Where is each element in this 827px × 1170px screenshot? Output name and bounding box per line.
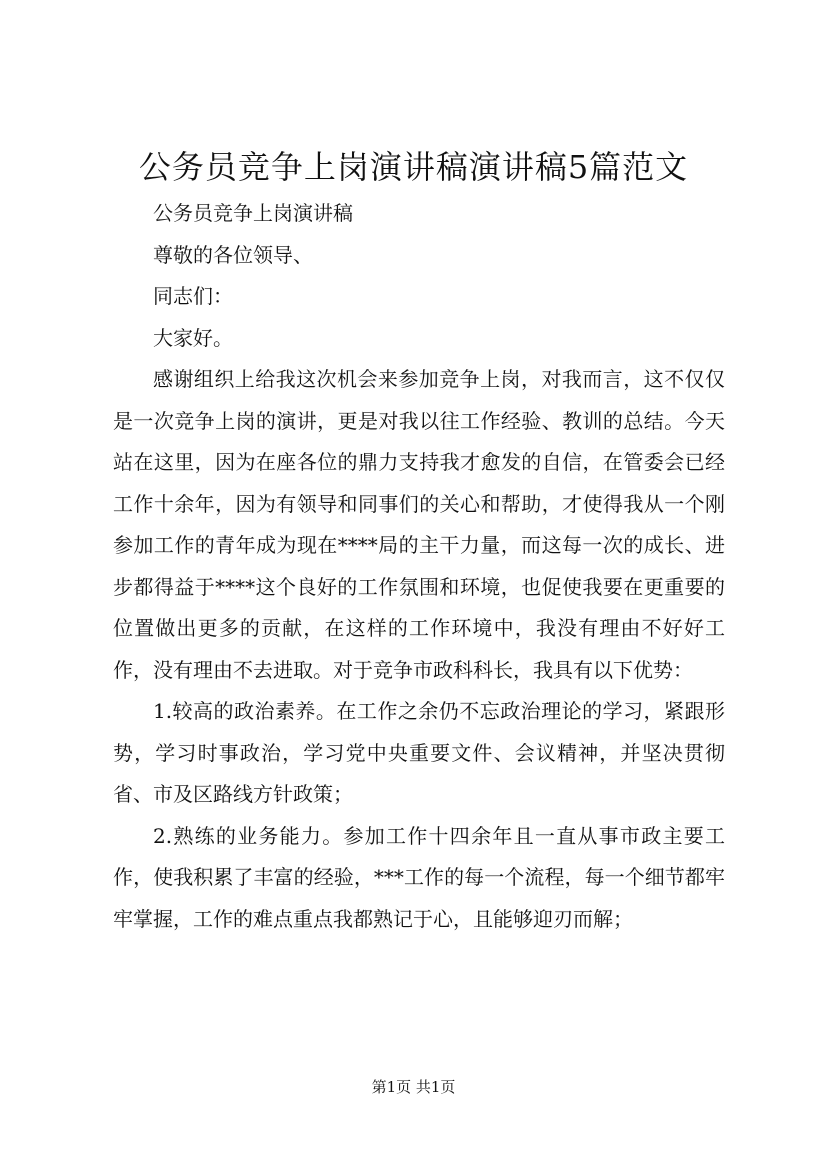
paragraph-salutation: 尊敬的各位领导、 (153, 242, 313, 267)
paragraph-introduction: 感谢组织上给我这次机会来参加竞争上岗，对我而言，这不仅仅是一次竞争上岗的演讲，更是对我以往工作经验、教训的总结。今天站在这里，因为在座各位的鼎力支持我才愈发的自信，在管委会已经工作十余年，因为有领导和同事们的关心和帮助，才使得我从一个刚参加工作的青年成为现在****局的主干力量，而这每一次的成长、进步都得益于****这个良好的工作氛围和环境，也促使我要在更重要的位置做出更多的贡献，在这样的工作环境中，我没有理由不好好工作，没有理由不去进取。对于竞争市政科科长，我具有以下优势： (113, 367, 725, 682)
document-title: 公务员竞争上岗演讲稿演讲稿5篇范文 (138, 148, 689, 186)
page-footer: 第1页 共1页 (371, 1078, 456, 1096)
paragraph-advantage-2: 2.熟练的业务能力。参加工作十四余年且一直从事市政主要工作，使我积累了丰富的经验，***工作的每一个流程，每一个细节都牢牢掌握，工作的难点重点我都熟记于心，且能够迎刃而解； (113, 823, 725, 931)
document-body (113, 193, 725, 940)
paragraph-greeting: 大家好。 (153, 325, 233, 350)
paragraph-advantage-1: 1.较高的政治素养。在工作之余仍不忘政治理论的学习，紧跟形势，学习时事政治，学习党中央重要文件、会议精神，并坚决贯彻省、市及区路线方针政策； (113, 699, 725, 806)
paragraph-heading: 公务员竞争上岗演讲稿 (153, 201, 353, 225)
paragraph-salutation-2: 同志们： (153, 284, 233, 308)
